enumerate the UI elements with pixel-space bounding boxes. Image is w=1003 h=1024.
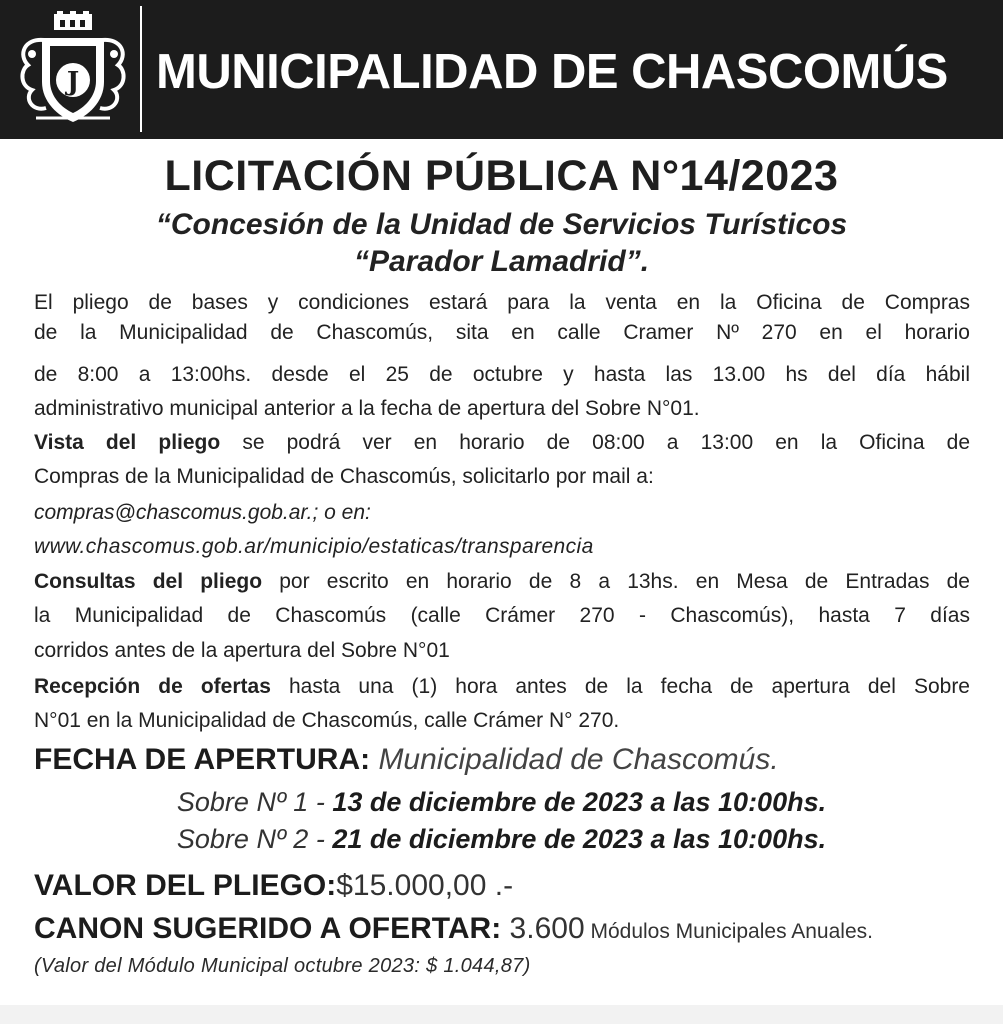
canon-label: CANON SUGERIDO A OFERTAR: (34, 912, 502, 945)
sobre-1-prefix: Sobre Nº 1 - (176, 787, 333, 817)
municipal-crest-icon (14, 10, 132, 130)
sobre-2-prefix: Sobre Nº 2 - (176, 824, 333, 854)
pliego-line-1: El pliego de bases y condiciones estará para la venta en la Oficina de Compras (34, 291, 970, 314)
valor-line (34, 868, 513, 904)
header-bar (0, 0, 1003, 139)
recepcion-line-1-text: hasta una (1) hora antes de la fecha de apertura del Sobre (270, 675, 970, 698)
tender-subtitle-line-1: “Concesión de la Unidad de Servicios Turísticos (155, 208, 848, 241)
consultas-line-2: la Municipalidad de Chascomús (calle Crámer 270 - Chascomús), hasta 7 días (34, 604, 970, 627)
vista-line-2: Compras de la Municipalidad de Chascomús, solicitarlo por mail a: (34, 465, 654, 488)
consultas-line-3: corridos antes de la apertura del Sobre N°01 (34, 639, 450, 662)
header-divider (140, 6, 142, 132)
sobre-1-line (0, 785, 1003, 819)
valor-label: VALOR DEL PLIEGO: (34, 869, 337, 902)
sobre-2-date: 21 de diciembre de 2023 a las 10:00hs. (332, 824, 827, 854)
header-title: MUNICIPALIDAD DE CHASCOMÚS (156, 45, 948, 99)
url-line: www.chascomus.gob.ar/municipio/estaticas/transparencia (34, 535, 594, 558)
vista-label: Vista del pliego (34, 431, 221, 454)
consultas-line-1-text: por escrito en horario de 8 a 13hs. en Mesa de Entradas de (262, 570, 970, 593)
vista-line-1-text: se podrá ver en horario de 08:00 a 13:00 en la Oficina de (220, 431, 971, 454)
sobre-2-line (0, 822, 1003, 856)
consultas-label: Consultas del pliego (34, 570, 263, 593)
vista-line-1 (34, 428, 970, 457)
canon-unit: Módulos Municipales Anuales. (584, 920, 873, 943)
email-line: compras@chascomus.gob.ar.; o en: (34, 501, 371, 524)
crest-letter: J (66, 67, 80, 97)
pliego-line-4: administrativo municipal anterior a la fecha de apertura del Sobre N°01. (34, 397, 700, 420)
sobre-1-date: 13 de diciembre de 2023 a las 10:00hs. (332, 787, 827, 817)
apertura-line (34, 742, 779, 778)
recepcion-label: Recepción de ofertas (34, 675, 271, 698)
tender-title: LICITACIÓN PÚBLICA N°14/2023 (164, 152, 839, 200)
pliego-line-3: de 8:00 a 13:00hs. desde el 25 de octubre y hasta las 13.00 hs del día hábil (34, 363, 970, 386)
canon-amount: 3.600 (501, 912, 585, 945)
canon-line (34, 911, 873, 950)
modulo-value-note: (Valor del Módulo Municipal octubre 2023: $ 1.044,87) (34, 955, 531, 977)
valor-amount: $15.000,00 .- (336, 869, 514, 902)
apertura-place: Municipalidad de Chascomús. (370, 743, 779, 776)
pliego-line-2: de la Municipalidad de Chascomús, sita en calle Cramer Nº 270 en el horario (34, 321, 970, 344)
apertura-label: FECHA DE APERTURA: (34, 743, 371, 776)
tender-subtitle-line-2: “Parador Lamadrid”. (353, 245, 650, 278)
consultas-line-1 (34, 567, 970, 596)
recepcion-line-2: N°01 en la Municipalidad de Chascomús, calle Crámer N° 270. (34, 709, 620, 732)
recepcion-line-1 (34, 672, 970, 701)
